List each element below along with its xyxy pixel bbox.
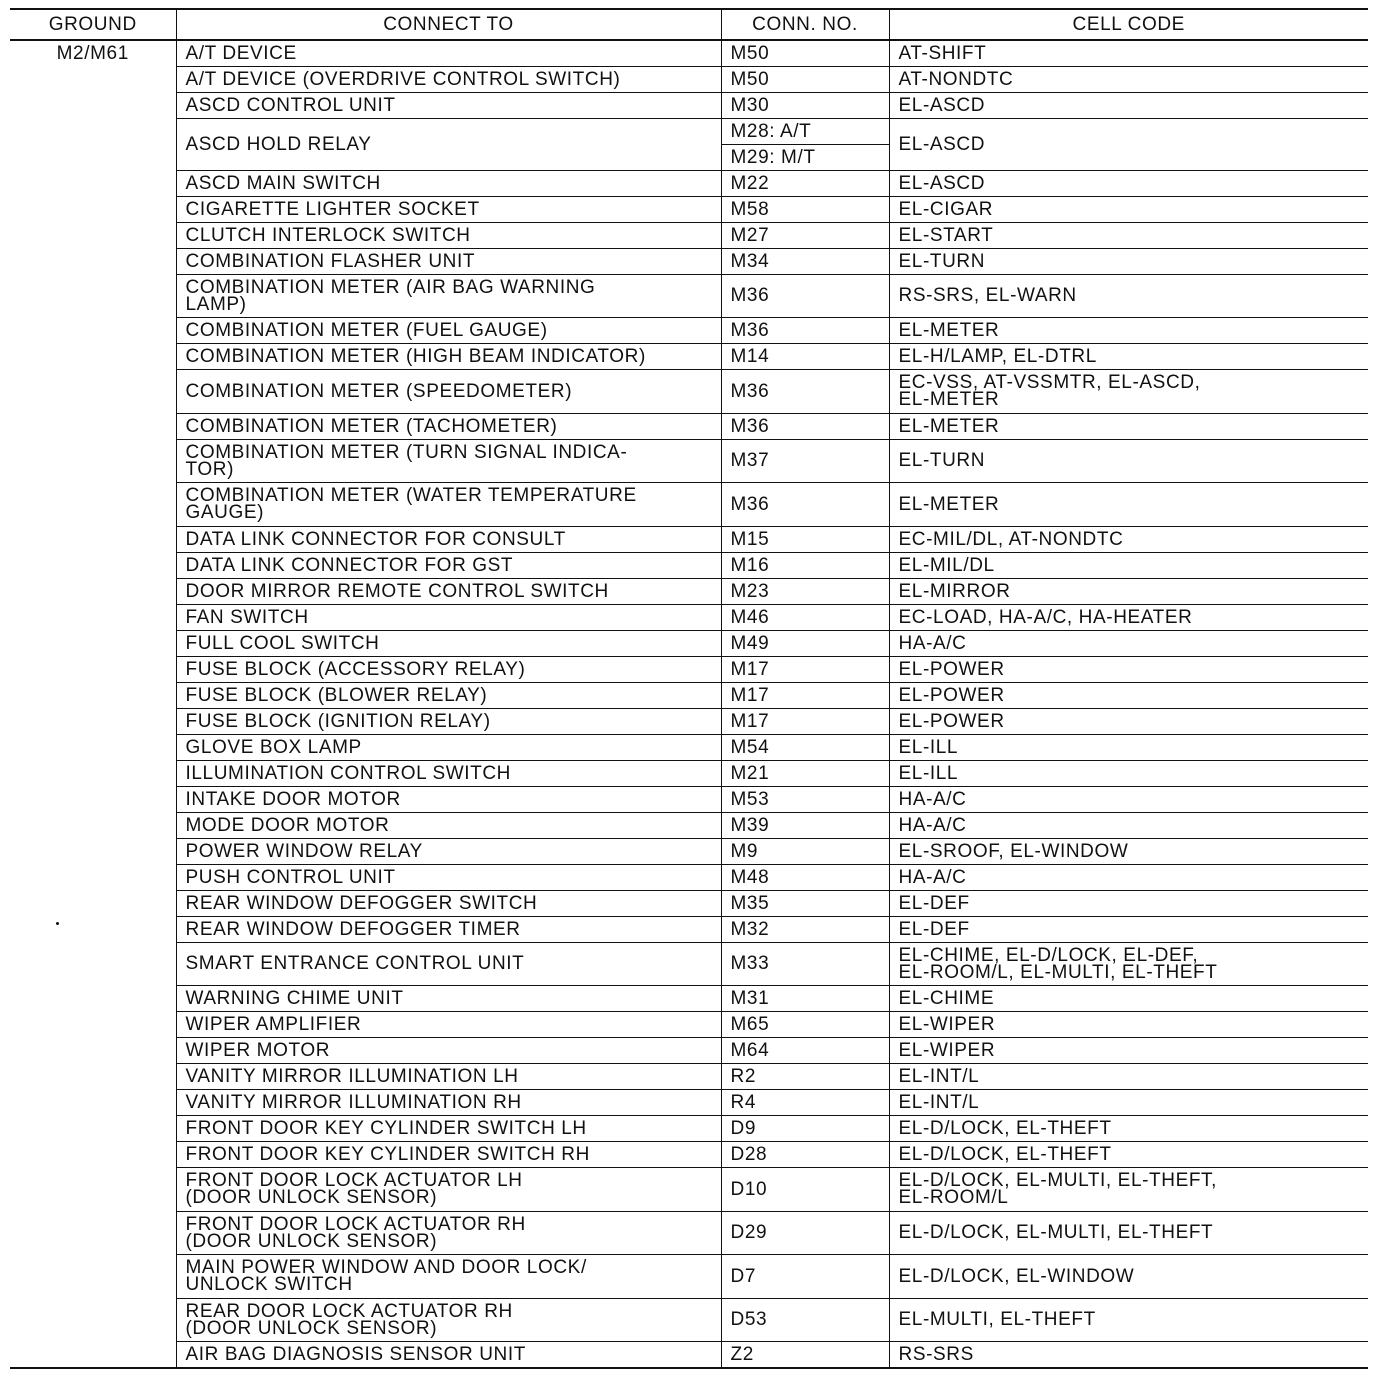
table-row xyxy=(10,986,1368,1012)
connect-to-cell: POWER WINDOW RELAY xyxy=(176,838,721,864)
conn-no-cell: M36 xyxy=(721,413,889,439)
cell-code-cell: EL-ILL xyxy=(889,734,1368,760)
table-row xyxy=(10,1116,1368,1142)
cell-code-cell: EC-VSS, AT-VSSMTR, EL-ASCD, EL-METER xyxy=(889,370,1368,414)
table-row xyxy=(10,1012,1368,1038)
connect-to-cell: GLOVE BOX LAMP xyxy=(176,734,721,760)
table-row xyxy=(10,760,1368,786)
table-header xyxy=(10,9,1368,40)
cell-code-cell: HA-A/C xyxy=(889,864,1368,890)
table-row xyxy=(10,1038,1368,1064)
conn-no-cell: R2 xyxy=(721,1064,889,1090)
cell-code-cell: EL-ASCD xyxy=(889,118,1368,170)
cell-code-cell: RS-SRS, EL-WARN xyxy=(889,274,1368,318)
cell-code-cell: EL-MIRROR xyxy=(889,578,1368,604)
table-row xyxy=(10,682,1368,708)
connect-to-cell: FUSE BLOCK (BLOWER RELAY) xyxy=(176,682,721,708)
connect-to-cell: COMBINATION METER (TACHOMETER) xyxy=(176,413,721,439)
table-row xyxy=(10,318,1368,344)
cell-code-cell: EL-D/LOCK, EL-WINDOW xyxy=(889,1255,1368,1299)
conn-no-cell: M15 xyxy=(721,526,889,552)
cell-code-cell: EL-DEF xyxy=(889,916,1368,942)
conn-no-cell: M33 xyxy=(721,942,889,986)
connect-to-cell: A/T DEVICE (OVERDRIVE CONTROL SWITCH) xyxy=(176,66,721,92)
conn-no-cell: M30 xyxy=(721,92,889,118)
conn-no-cell: M35 xyxy=(721,890,889,916)
conn-no-cell: M23 xyxy=(721,578,889,604)
conn-no-cell: M37 xyxy=(721,439,889,483)
connect-to-cell: ASCD CONTROL UNIT xyxy=(176,92,721,118)
table-row xyxy=(10,890,1368,916)
table-row xyxy=(10,786,1368,812)
cell-code-cell: EL-D/LOCK, EL-THEFT xyxy=(889,1142,1368,1168)
table-row xyxy=(10,1142,1368,1168)
conn-no-cell: M27 xyxy=(721,222,889,248)
cell-code-cell: EC-MIL/DL, AT-NONDTC xyxy=(889,526,1368,552)
conn-no-cell: M28: A/T xyxy=(721,118,889,144)
conn-no-cell: M50 xyxy=(721,40,889,66)
ground-connector-table xyxy=(10,8,1368,1369)
stray-mark xyxy=(56,922,59,925)
table-body xyxy=(10,40,1368,1368)
table-row xyxy=(10,1064,1368,1090)
conn-no-cell: M54 xyxy=(721,734,889,760)
table-row xyxy=(10,604,1368,630)
cell-code-cell: EL-METER xyxy=(889,413,1368,439)
table-row xyxy=(10,222,1368,248)
cell-code-cell: RS-SRS xyxy=(889,1342,1368,1368)
connect-to-cell: COMBINATION FLASHER UNIT xyxy=(176,248,721,274)
table-row xyxy=(10,1168,1368,1212)
table-row xyxy=(10,118,1368,144)
conn-no-cell: D53 xyxy=(721,1298,889,1342)
conn-no-cell: M29: M/T xyxy=(721,144,889,170)
cell-code-cell: EL-D/LOCK, EL-MULTI, EL-THEFT xyxy=(889,1211,1368,1255)
conn-no-cell: Z2 xyxy=(721,1342,889,1368)
conn-no-cell: M36 xyxy=(721,318,889,344)
connect-to-cell: FRONT DOOR KEY CYLINDER SWITCH RH xyxy=(176,1142,721,1168)
table-row xyxy=(10,66,1368,92)
table-row xyxy=(10,630,1368,656)
conn-no-cell: M34 xyxy=(721,248,889,274)
connect-to-cell: AIR BAG DIAGNOSIS SENSOR UNIT xyxy=(176,1342,721,1368)
conn-no-cell: D28 xyxy=(721,1142,889,1168)
conn-no-cell: M46 xyxy=(721,604,889,630)
connect-to-cell: ASCD MAIN SWITCH xyxy=(176,170,721,196)
cell-code-cell: EL-D/LOCK, EL-THEFT xyxy=(889,1116,1368,1142)
connect-to-cell: MODE DOOR MOTOR xyxy=(176,812,721,838)
table-row xyxy=(10,196,1368,222)
conn-no-cell: M53 xyxy=(721,786,889,812)
table-row xyxy=(10,170,1368,196)
cell-code-cell: EL-CHIME, EL-D/LOCK, EL-DEF, EL-ROOM/L, EL-MULTI, EL-THEFT xyxy=(889,942,1368,986)
cell-code-cell: EL-CIGAR xyxy=(889,196,1368,222)
cell-code-cell: EL-INT/L xyxy=(889,1090,1368,1116)
conn-no-cell: D29 xyxy=(721,1211,889,1255)
connect-to-cell: WARNING CHIME UNIT xyxy=(176,986,721,1012)
table-row xyxy=(10,40,1368,66)
conn-no-cell: R4 xyxy=(721,1090,889,1116)
cell-code-cell: EL-POWER xyxy=(889,656,1368,682)
connect-to-cell: MAIN POWER WINDOW AND DOOR LOCK/ UNLOCK SWITCH xyxy=(176,1255,721,1299)
cell-code-cell: EL-METER xyxy=(889,483,1368,527)
harness-connector-table-page xyxy=(10,8,1368,1369)
cell-code-cell: EL-ASCD xyxy=(889,92,1368,118)
connect-to-cell: WIPER MOTOR xyxy=(176,1038,721,1064)
conn-no-cell: M21 xyxy=(721,760,889,786)
cell-code-cell: EL-ILL xyxy=(889,760,1368,786)
cell-code-cell: EL-WIPER xyxy=(889,1012,1368,1038)
cell-code-cell: EL-ASCD xyxy=(889,170,1368,196)
cell-code-cell: EL-POWER xyxy=(889,682,1368,708)
header-conn-no: CONN. NO. xyxy=(721,9,889,40)
table-row xyxy=(10,1342,1368,1368)
conn-no-cell: M9 xyxy=(721,838,889,864)
header-connect-to: CONNECT TO xyxy=(176,9,721,40)
conn-no-cell: M49 xyxy=(721,630,889,656)
conn-no-cell: M36 xyxy=(721,274,889,318)
conn-no-cell: M36 xyxy=(721,483,889,527)
connect-to-cell: INTAKE DOOR MOTOR xyxy=(176,786,721,812)
conn-no-cell: M64 xyxy=(721,1038,889,1064)
cell-code-cell: HA-A/C xyxy=(889,786,1368,812)
table-row xyxy=(10,344,1368,370)
cell-code-cell: EL-INT/L xyxy=(889,1064,1368,1090)
table-row xyxy=(10,413,1368,439)
conn-no-cell: M39 xyxy=(721,812,889,838)
conn-no-cell: M32 xyxy=(721,916,889,942)
conn-no-cell: M16 xyxy=(721,552,889,578)
conn-no-cell: M17 xyxy=(721,656,889,682)
conn-no-cell: M36 xyxy=(721,370,889,414)
conn-no-cell: M14 xyxy=(721,344,889,370)
connect-to-cell: SMART ENTRANCE CONTROL UNIT xyxy=(176,942,721,986)
cell-code-cell: HA-A/C xyxy=(889,630,1368,656)
connect-to-cell: REAR DOOR LOCK ACTUATOR RH (DOOR UNLOCK SENSOR) xyxy=(176,1298,721,1342)
table-row xyxy=(10,1255,1368,1299)
conn-no-cell: M17 xyxy=(721,708,889,734)
table-row xyxy=(10,1211,1368,1255)
connect-to-cell: DATA LINK CONNECTOR FOR GST xyxy=(176,552,721,578)
connect-to-cell: VANITY MIRROR ILLUMINATION LH xyxy=(176,1064,721,1090)
cell-code-cell: EC-LOAD, HA-A/C, HA-HEATER xyxy=(889,604,1368,630)
connect-to-cell: FUSE BLOCK (ACCESSORY RELAY) xyxy=(176,656,721,682)
cell-code-cell: EL-MIL/DL xyxy=(889,552,1368,578)
conn-no-cell: M31 xyxy=(721,986,889,1012)
connect-to-cell: COMBINATION METER (SPEEDOMETER) xyxy=(176,370,721,414)
conn-no-cell: M65 xyxy=(721,1012,889,1038)
connect-to-cell: ASCD HOLD RELAY xyxy=(176,118,721,170)
table-row xyxy=(10,92,1368,118)
connect-to-cell: COMBINATION METER (AIR BAG WARNING LAMP) xyxy=(176,274,721,318)
table-row xyxy=(10,916,1368,942)
cell-code-cell: AT-SHIFT xyxy=(889,40,1368,66)
connect-to-cell: FAN SWITCH xyxy=(176,604,721,630)
ground-cell: M2/M61 xyxy=(10,40,176,1368)
conn-no-cell: D7 xyxy=(721,1255,889,1299)
connect-to-cell: COMBINATION METER (TURN SIGNAL INDICA- TOR) xyxy=(176,439,721,483)
conn-no-cell: M17 xyxy=(721,682,889,708)
cell-code-cell: EL-TURN xyxy=(889,248,1368,274)
conn-no-cell: M22 xyxy=(721,170,889,196)
cell-code-cell: EL-CHIME xyxy=(889,986,1368,1012)
connect-to-cell: COMBINATION METER (FUEL GAUGE) xyxy=(176,318,721,344)
connect-to-cell: REAR WINDOW DEFOGGER SWITCH xyxy=(176,890,721,916)
conn-no-cell: M50 xyxy=(721,66,889,92)
table-row xyxy=(10,578,1368,604)
table-row xyxy=(10,1090,1368,1116)
connect-to-cell: DOOR MIRROR REMOTE CONTROL SWITCH xyxy=(176,578,721,604)
cell-code-cell: EL-D/LOCK, EL-MULTI, EL-THEFT, EL-ROOM/L xyxy=(889,1168,1368,1212)
table-row xyxy=(10,942,1368,986)
header-ground: GROUND xyxy=(10,9,176,40)
cell-code-cell: EL-START xyxy=(889,222,1368,248)
cell-code-cell: HA-A/C xyxy=(889,812,1368,838)
connect-to-cell: CIGARETTE LIGHTER SOCKET xyxy=(176,196,721,222)
connect-to-cell: CLUTCH INTERLOCK SWITCH xyxy=(176,222,721,248)
connect-to-cell: VANITY MIRROR ILLUMINATION RH xyxy=(176,1090,721,1116)
connect-to-cell: FRONT DOOR LOCK ACTUATOR RH (DOOR UNLOCK SENSOR) xyxy=(176,1211,721,1255)
connect-to-cell: FUSE BLOCK (IGNITION RELAY) xyxy=(176,708,721,734)
cell-code-cell: EL-DEF xyxy=(889,890,1368,916)
table-row xyxy=(10,552,1368,578)
connect-to-cell: A/T DEVICE xyxy=(176,40,721,66)
connect-to-cell: COMBINATION METER (HIGH BEAM INDICATOR) xyxy=(176,344,721,370)
table-row xyxy=(10,248,1368,274)
table-row xyxy=(10,656,1368,682)
conn-no-cell: M48 xyxy=(721,864,889,890)
table-row xyxy=(10,526,1368,552)
cell-code-cell: EL-SROOF, EL-WINDOW xyxy=(889,838,1368,864)
connect-to-cell: COMBINATION METER (WATER TEMPERATURE GAUGE) xyxy=(176,483,721,527)
conn-no-cell: D9 xyxy=(721,1116,889,1142)
conn-no-cell: M58 xyxy=(721,196,889,222)
connect-to-cell: DATA LINK CONNECTOR FOR CONSULT xyxy=(176,526,721,552)
table-row xyxy=(10,370,1368,414)
cell-code-cell: EL-MULTI, EL-THEFT xyxy=(889,1298,1368,1342)
connect-to-cell: FRONT DOOR KEY CYLINDER SWITCH LH xyxy=(176,1116,721,1142)
cell-code-cell: EL-H/LAMP, EL-DTRL xyxy=(889,344,1368,370)
table-row xyxy=(10,838,1368,864)
table-row xyxy=(10,864,1368,890)
cell-code-cell: AT-NONDTC xyxy=(889,66,1368,92)
table-row xyxy=(10,274,1368,318)
connect-to-cell: FULL COOL SWITCH xyxy=(176,630,721,656)
connect-to-cell: FRONT DOOR LOCK ACTUATOR LH (DOOR UNLOCK SENSOR) xyxy=(176,1168,721,1212)
cell-code-cell: EL-TURN xyxy=(889,439,1368,483)
cell-code-cell: EL-POWER xyxy=(889,708,1368,734)
table-row xyxy=(10,439,1368,483)
table-row xyxy=(10,483,1368,527)
cell-code-cell: EL-METER xyxy=(889,318,1368,344)
table-row xyxy=(10,708,1368,734)
table-row xyxy=(10,734,1368,760)
header-cell-code: CELL CODE xyxy=(889,9,1368,40)
table-row xyxy=(10,1298,1368,1342)
cell-code-cell: EL-WIPER xyxy=(889,1038,1368,1064)
conn-no-cell: D10 xyxy=(721,1168,889,1212)
connect-to-cell: REAR WINDOW DEFOGGER TIMER xyxy=(176,916,721,942)
connect-to-cell: PUSH CONTROL UNIT xyxy=(176,864,721,890)
connect-to-cell: ILLUMINATION CONTROL SWITCH xyxy=(176,760,721,786)
connect-to-cell: WIPER AMPLIFIER xyxy=(176,1012,721,1038)
table-row xyxy=(10,812,1368,838)
